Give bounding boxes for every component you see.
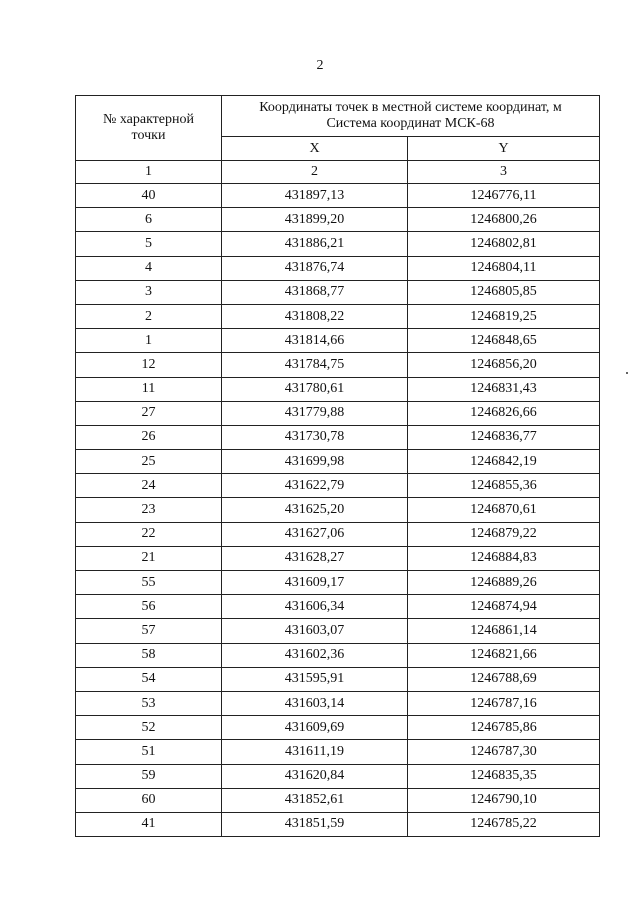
x-coordinate-cell: 431851,59 <box>222 812 408 836</box>
table-row <box>76 643 600 667</box>
x-coordinate-cell: 431609,69 <box>222 716 408 740</box>
x-coordinate-cell: 431814,66 <box>222 329 408 353</box>
point-number-cell: 51 <box>76 740 222 764</box>
table-row <box>76 256 600 280</box>
y-coordinate-cell: 1246826,66 <box>408 401 600 425</box>
x-coordinate-cell: 431899,20 <box>222 208 408 232</box>
point-number-cell: 3 <box>76 280 222 304</box>
y-coordinate-cell: 1246879,22 <box>408 522 600 546</box>
y-coordinate-cell: 1246856,20 <box>408 353 600 377</box>
x-coordinate-cell: 431808,22 <box>222 304 408 328</box>
x-coordinate-cell: 431852,61 <box>222 788 408 812</box>
point-number-cell: 12 <box>76 353 222 377</box>
column-number-1: 1 <box>76 161 222 184</box>
table-row <box>76 571 600 595</box>
y-coordinate-cell: 1246785,86 <box>408 716 600 740</box>
x-coordinate-cell: 431730,78 <box>222 425 408 449</box>
point-number-cell: 41 <box>76 812 222 836</box>
point-number-cell: 56 <box>76 595 222 619</box>
y-coordinate-cell: 1246819,25 <box>408 304 600 328</box>
point-number-cell: 53 <box>76 691 222 715</box>
y-coordinate-cell: 1246790,10 <box>408 788 600 812</box>
x-coordinate-cell: 431625,20 <box>222 498 408 522</box>
y-coordinate-cell: 1246889,26 <box>408 571 600 595</box>
y-coordinate-cell: 1246874,94 <box>408 595 600 619</box>
point-number-cell: 1 <box>76 329 222 353</box>
table-row <box>76 425 600 449</box>
y-coordinate-cell: 1246861,14 <box>408 619 600 643</box>
y-coordinate-cell: 1246800,26 <box>408 208 600 232</box>
page-number: 2 <box>316 58 324 73</box>
x-coordinate-cell: 431603,07 <box>222 619 408 643</box>
point-number-cell: 26 <box>76 425 222 449</box>
x-coordinate-cell: 431606,34 <box>222 595 408 619</box>
x-coordinate-cell: 431620,84 <box>222 764 408 788</box>
table-row <box>76 184 600 208</box>
y-coordinate-cell: 1246842,19 <box>408 450 600 474</box>
y-coordinate-cell: 1246884,83 <box>408 546 600 570</box>
y-coordinate-cell: 1246787,30 <box>408 740 600 764</box>
table-row <box>76 522 600 546</box>
table-row <box>76 304 600 328</box>
point-number-cell: 21 <box>76 546 222 570</box>
point-number-cell: 25 <box>76 450 222 474</box>
table-row <box>76 450 600 474</box>
point-number-cell: 58 <box>76 643 222 667</box>
table-row <box>76 546 600 570</box>
table-row <box>76 740 600 764</box>
y-coordinate-cell: 1246870,61 <box>408 498 600 522</box>
y-coordinate-cell: 1246776,11 <box>408 184 600 208</box>
table-row <box>76 208 600 232</box>
x-coordinate-cell: 431868,77 <box>222 280 408 304</box>
table-row <box>76 667 600 691</box>
point-number-cell: 4 <box>76 256 222 280</box>
table-row <box>76 716 600 740</box>
y-coordinate-cell: 1246835,35 <box>408 764 600 788</box>
y-coordinate-cell: 1246804,11 <box>408 256 600 280</box>
x-coordinate-cell: 431627,06 <box>222 522 408 546</box>
point-number-cell: 6 <box>76 208 222 232</box>
x-coordinate-cell: 431602,36 <box>222 643 408 667</box>
y-coordinate-cell: 1246785,22 <box>408 812 600 836</box>
point-number-cell: 5 <box>76 232 222 256</box>
table-row <box>76 353 600 377</box>
x-coordinate-cell: 431622,79 <box>222 474 408 498</box>
table-row <box>76 691 600 715</box>
x-coordinate-cell: 431784,75 <box>222 353 408 377</box>
column-number-3: 3 <box>408 161 600 184</box>
point-number-cell: 11 <box>76 377 222 401</box>
x-coordinate-cell: 431603,14 <box>222 691 408 715</box>
table-row <box>76 595 600 619</box>
scan-dot-mark <box>626 372 628 374</box>
x-coordinate-cell: 431611,19 <box>222 740 408 764</box>
point-number-cell: 60 <box>76 788 222 812</box>
point-number-cell: 59 <box>76 764 222 788</box>
point-number-cell: 24 <box>76 474 222 498</box>
y-coordinate-cell: 1246805,85 <box>408 280 600 304</box>
table-row <box>76 474 600 498</box>
x-coordinate-cell: 431628,27 <box>222 546 408 570</box>
point-number-cell: 55 <box>76 571 222 595</box>
table-row <box>76 232 600 256</box>
point-number-header <box>76 96 222 161</box>
point-number-cell: 22 <box>76 522 222 546</box>
table-row <box>76 788 600 812</box>
y-coordinate-cell: 1246821,66 <box>408 643 600 667</box>
point-number-cell: 23 <box>76 498 222 522</box>
coordinates-header-line-2: Система координат МСК-68 <box>326 116 495 131</box>
y-coordinate-cell: 1246787,16 <box>408 691 600 715</box>
x-coordinate-cell: 431876,74 <box>222 256 408 280</box>
y-coordinate-cell: 1246802,81 <box>408 232 600 256</box>
x-column-header: X <box>222 137 408 161</box>
x-coordinate-cell: 431886,21 <box>222 232 408 256</box>
x-coordinate-cell: 431699,98 <box>222 450 408 474</box>
point-number-cell: 57 <box>76 619 222 643</box>
y-column-header: Y <box>408 137 600 161</box>
point-number-cell: 54 <box>76 667 222 691</box>
coordinates-header-line-1: Координаты точек в местной системе координат, м <box>259 100 562 115</box>
x-coordinate-cell: 431779,88 <box>222 401 408 425</box>
table-row <box>76 812 600 836</box>
point-number-header-line-2: точки <box>131 128 166 143</box>
point-number-cell: 27 <box>76 401 222 425</box>
table-row <box>76 498 600 522</box>
x-coordinate-cell: 431595,91 <box>222 667 408 691</box>
y-coordinate-cell: 1246788,69 <box>408 667 600 691</box>
table-row <box>76 619 600 643</box>
x-coordinate-cell: 431780,61 <box>222 377 408 401</box>
x-coordinate-cell: 431897,13 <box>222 184 408 208</box>
y-coordinate-cell: 1246855,36 <box>408 474 600 498</box>
coordinates-header <box>222 96 600 137</box>
point-number-cell: 52 <box>76 716 222 740</box>
table-row <box>76 377 600 401</box>
point-number-header-line-1: № характерной <box>102 112 195 127</box>
table-row <box>76 401 600 425</box>
table-row <box>76 280 600 304</box>
x-coordinate-cell: 431609,17 <box>222 571 408 595</box>
column-number-2: 2 <box>222 161 408 184</box>
y-coordinate-cell: 1246836,77 <box>408 425 600 449</box>
point-number-cell: 40 <box>76 184 222 208</box>
table-row <box>76 329 600 353</box>
table-row <box>76 764 600 788</box>
coordinates-table <box>75 95 600 837</box>
y-coordinate-cell: 1246831,43 <box>408 377 600 401</box>
y-coordinate-cell: 1246848,65 <box>408 329 600 353</box>
point-number-cell: 2 <box>76 304 222 328</box>
